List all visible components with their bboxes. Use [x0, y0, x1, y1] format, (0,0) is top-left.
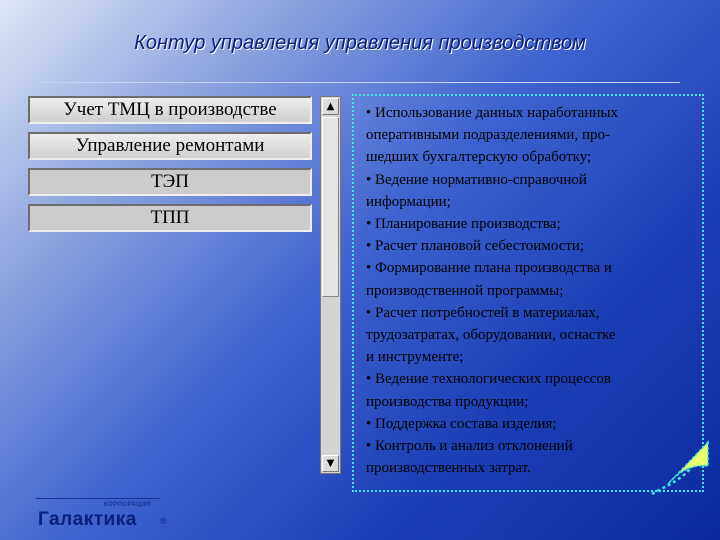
note-line: производства продукции; [366, 393, 529, 410]
note-line: и инструменте; [366, 349, 464, 366]
logo-rule [36, 498, 160, 499]
scroll-thumb[interactable] [322, 117, 339, 297]
note-line: • Ведение нормативно-справочной [366, 171, 587, 188]
logo-corp-text: КОРПОРАЦИЯ [104, 502, 151, 508]
slide-title: Контур управления управления производством [134, 32, 586, 54]
note-line: • Контроль и анализ отклонений [366, 438, 573, 455]
galaktika-logo [36, 498, 176, 538]
note-line: • Расчет потребностей в материалах, [366, 304, 600, 321]
title-divider [38, 82, 680, 83]
module-list [28, 96, 312, 240]
note-line: • Поддержка состава изделия; [366, 415, 557, 432]
registered-mark: ® [160, 516, 167, 526]
note-line: производственной программы; [366, 282, 564, 299]
page-curl-icon [650, 440, 710, 496]
arrow-down-icon[interactable]: ▼ [322, 455, 339, 472]
list-item-tpp[interactable]: ТПП [28, 204, 312, 232]
note-line: • Формирование плана производства и [366, 260, 612, 277]
note-line: производственных затрат. [366, 460, 531, 477]
list-item-repairs[interactable]: Управление ремонтами [28, 132, 312, 160]
note-line: • Ведение технологических процессов [366, 371, 612, 388]
list-scrollbar[interactable] [320, 96, 341, 474]
logo-name-text: Галактика [38, 509, 137, 530]
note-line: трудозатратах, оборудовании, оснастке [366, 327, 616, 344]
list-item-tmc[interactable]: Учет ТМЦ в производстве [28, 96, 312, 124]
note-line: • Использование данных наработанных [366, 105, 618, 121]
features-note [352, 94, 704, 492]
arrow-up-icon[interactable]: ▲ [322, 98, 339, 115]
note-line: шедших бухгалтерскую обработку; [366, 149, 592, 166]
note-line: информации; [366, 193, 451, 210]
list-item-tep[interactable]: ТЭП [28, 168, 312, 196]
note-line: оперативными подразделениями, про- [366, 127, 610, 144]
note-line: • Расчет плановой себестоимости; [366, 238, 585, 255]
note-line: • Планирование производства; [366, 216, 561, 233]
